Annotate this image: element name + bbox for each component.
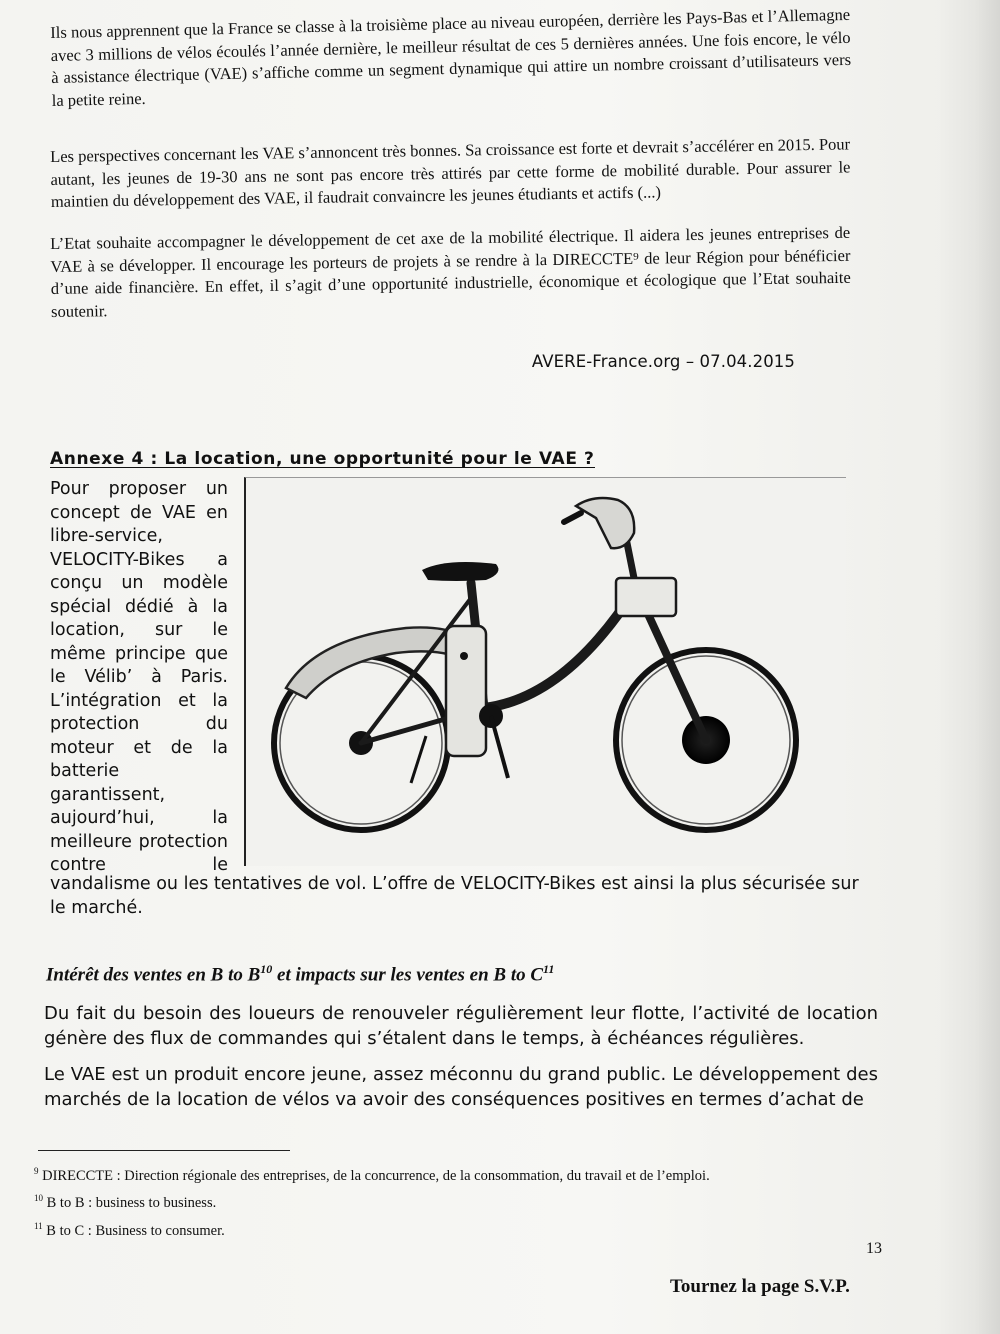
handlebar xyxy=(576,498,634,548)
paragraph-vae-market: Le VAE est un produit encore jeune, assez méconnu du grand public. Le développement des marchés de la location de vélos va avoir des conséquences positives en termes d’achat de xyxy=(44,1064,878,1110)
section-heading-part-a: Intérêt des ventes en B to B xyxy=(46,964,261,986)
paragraph-rental-orders: Du fait du besoin des loueurs de renouveler régulièrement leur flotte, l’activité de location génère des flux de commandes qui s’étalent dans le temps, à échéances régulières. xyxy=(44,1003,878,1049)
footnote-9: $^9$ DIRECCTE : Direction régionale des entreprises, de la concurrence, de la consommation, du travail et de l’emploi. xyxy=(34,1166,710,1184)
bike-frame xyxy=(361,508,706,743)
footnote-divider xyxy=(38,1150,290,1151)
footnotes xyxy=(34,1160,914,1242)
source-citation: AVERE-France.org – 07.04.2015 xyxy=(531,352,795,371)
front-basket xyxy=(616,578,676,616)
footnote-11: $^{11}$ B to C : Business to consumer. xyxy=(34,1220,225,1239)
paragraph-state-support: L’Etat souhaite accompagner le développement de cet axe de la mobilité électrique. Il aidera les jeunes entreprises de VAE à se développer. Il encourage les porteurs de projets à se rendre à la DIRECCTE⁹ de leur Région pour bénéficier d’une aide financière. En effet, il s’agit d’une opportunité industrielle, économique et écologique que l’Etat souhaite soutenir. xyxy=(50,222,851,321)
paragraph-vae-perspectives: Les perspectives concernant les VAE s’annoncent très bonnes. Sa croissance est forte et devrait s’accélérer en 2015. Pour autant, les jeunes de 19-30 ans ne sont pas encore très attirés par cette forme de mobilité durable. Pour assurer le maintien du développement des VAE, il faudrait convaincre les jeunes étudiants et actifs (...) xyxy=(50,134,851,211)
annexe-left-column xyxy=(50,478,228,878)
section-heading-part-b: et impacts sur les ventes en B to C xyxy=(272,964,544,986)
footnote-10: $^{10}$ B to B : business to business. xyxy=(34,1193,217,1212)
battery-housing xyxy=(446,626,486,756)
annexe-continuation: vandalisme ou les tentatives de vol. L’offre de VELOCITY-Bikes est ainsi la plus sécurisée sur le marché. xyxy=(50,874,859,918)
annexe-title: Annexe 4 : La location, une opportunité pour le VAE ? xyxy=(50,449,595,469)
turn-page-note: Tournez la page S.V.P. xyxy=(670,1276,850,1297)
paragraph-sales-ranking: Ils nous apprennent que la France se classe à la troisième place au niveau européen, derrière les Pays-Bas et l’Allemagne avec 3 millions de vélos écoulés l’année dernière, le meilleur résultat de ces 5 dernières années. Une fois encore, le vélo à assistance électrique (VAE) s’affiche comme un segment dynamique qui attire un nombre croissant d’utilisateurs vers la petite reine. xyxy=(50,4,852,110)
footnote-ref-10: 10 xyxy=(260,962,273,976)
page-edge-shadow xyxy=(938,0,1000,1334)
electric-bike-illustration xyxy=(246,478,846,866)
page-number: 13 xyxy=(866,1240,882,1257)
section-heading xyxy=(46,962,554,986)
footnote-ref-11: 11 xyxy=(543,962,555,976)
bike-seat xyxy=(422,562,498,581)
bike-photo xyxy=(244,477,846,866)
annexe-left-text: Pour proposer un concept de VAE en libre-service, VELOCITY-Bikes a conçu un modèle spécial dédié à la location, sur le même principe que le Vélib’ à Paris. L’intégration et la protection du moteur et de la batterie garantissent, aujourd’hui, la meilleure protection contre le xyxy=(50,479,228,875)
